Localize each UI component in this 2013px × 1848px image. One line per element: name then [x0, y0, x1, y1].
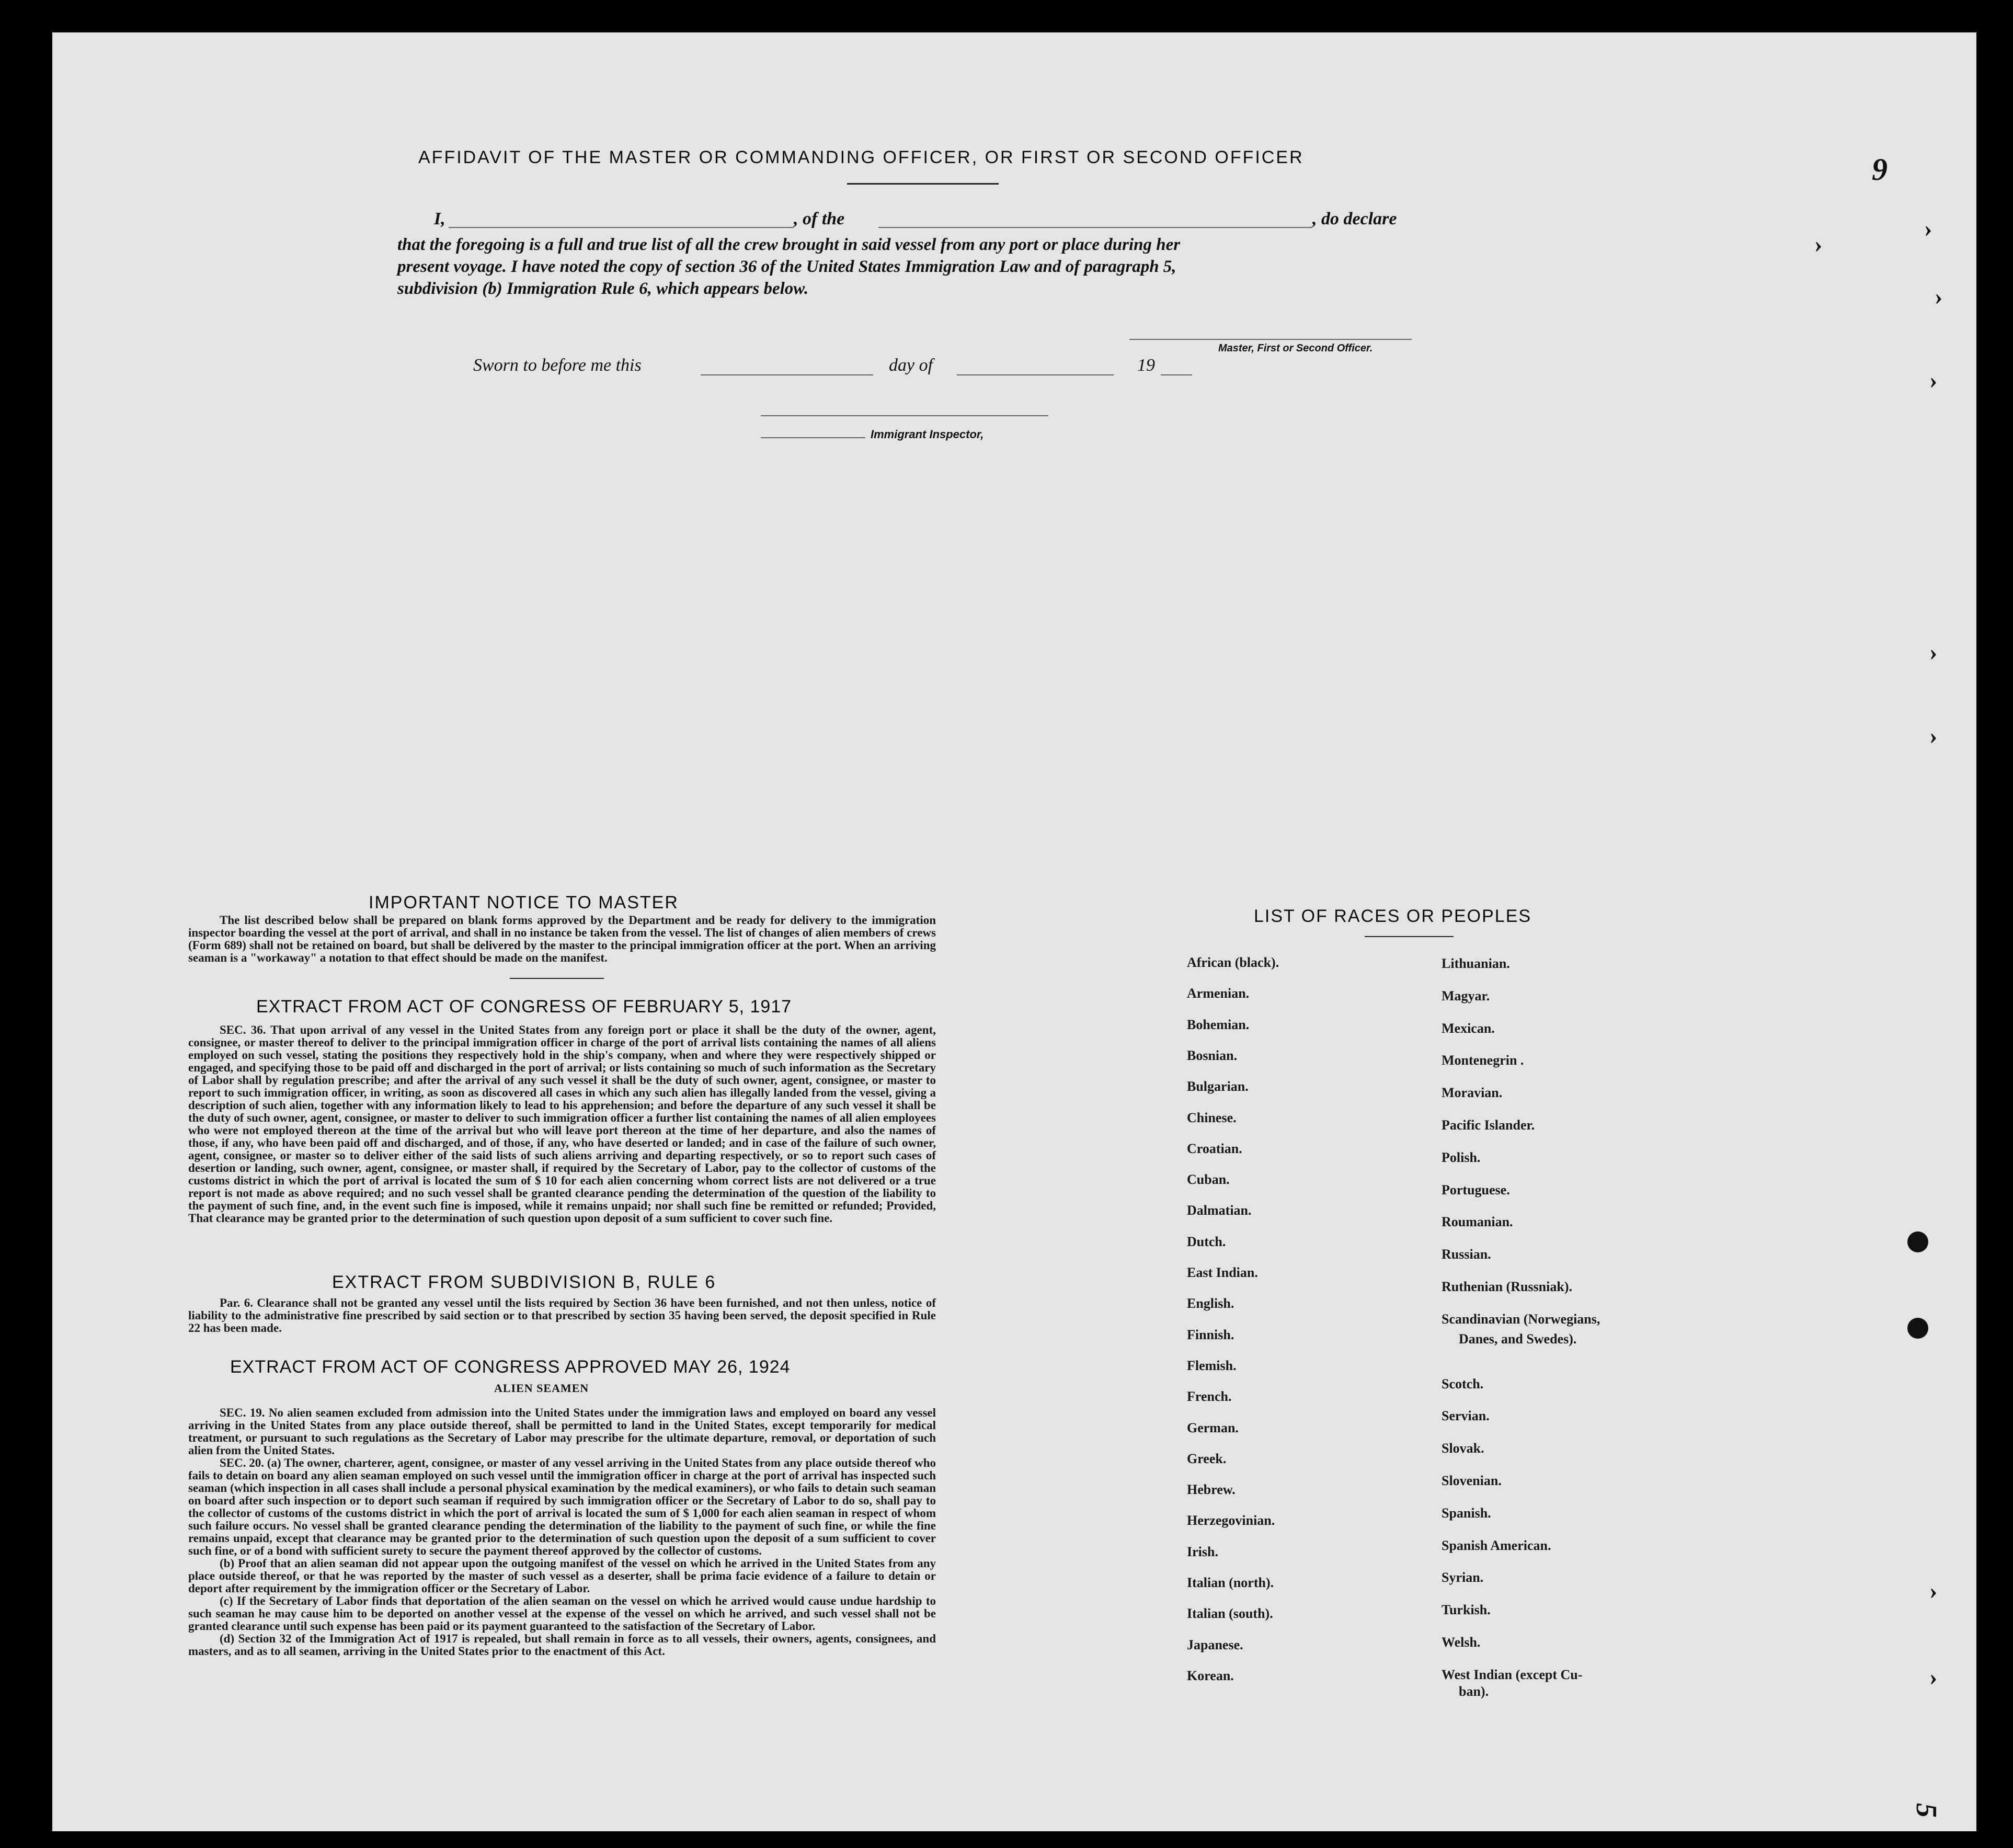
bracket-mark-icon: › — [1924, 215, 1932, 242]
name-blank[interactable] — [449, 227, 794, 228]
race-item: Italian (south). — [1187, 1606, 1273, 1622]
notice-paragraph: The list described below shall be prepared on blank forms approved by the Department and be ready for delivery to the immigration inspector boarding the vessel at the port of arrival, and shall in no instance be taken from the vessel. The list of changes of alien members of crews (Form 689) shall not be retained on board, but shall be delivered by the master to the principal immigration officer at the port. When an arriving seaman is a "workaway" a notation to that effect should be made on the manifest. — [188, 914, 936, 964]
extract-1924-sec19: SEC. 19. No alien seamen excluded from admission into the United States under the immigration laws and employed on board any vessel arriving in the United States from any place outside thereof, shall be permitted to land in the United States, except temporarily for medical treatment, or pursuant to such regulations as the Secretary of Labor may prescribe for the ultimate departure, removal, or deportation of such alien from the United States. — [188, 1406, 936, 1457]
race-item: Italian (north). — [1187, 1575, 1274, 1590]
notice-rule — [510, 978, 604, 979]
race-item: Japanese. — [1187, 1637, 1243, 1652]
race-item: Mexican. — [1442, 1020, 1495, 1036]
extract-rule6-title: EXTRACT FROM SUBDIVISION B, RULE 6 — [332, 1272, 716, 1292]
race-item: ban). — [1459, 1683, 1489, 1699]
day-blank[interactable] — [701, 374, 873, 375]
inspector-blank[interactable] — [761, 415, 1048, 416]
extract-1924-sec20a: SEC. 20. (a) The owner, charterer, agent, consignee, or master of any vessel arriving in the United States from any place outside thereof who fails to detain on board any alien seaman employed on such vessel until the immigration officer in charge at the port of arrival has inspected such seaman (which inspection in all cases shall include a personal physical examination by the medical examiners), or who fails to detain such seaman on board after such inspection or to deport such seaman if required by such immigration officer or the Secretary of Labor to do so, shall pay to the collector of customs of the customs district in which the port of arrival is located the sum of $ 1,000 for each alien seaman in respect of whom such failure occurs. No vessel shall be granted clearance pending the determination of the liability to the payment of such fine, or while the fine remains unpaid, except that clearance may be granted prior to the determination of such question upon the deposit of a sum sufficient to cover such fine, or of a bond with sufficient surety to secure the payment thereof approved by the collector of customs. — [188, 1456, 936, 1557]
race-item: Russian. — [1442, 1247, 1491, 1262]
year-blank[interactable] — [1161, 374, 1192, 375]
race-item: Polish. — [1442, 1149, 1481, 1165]
race-item: Bulgarian. — [1187, 1079, 1249, 1094]
race-item: German. — [1187, 1420, 1239, 1435]
race-item: African (black). — [1187, 955, 1279, 970]
extract-1924-text — [188, 1407, 936, 1658]
notice-text — [188, 914, 936, 964]
extract-rule6-text — [188, 1297, 936, 1334]
extract-1924-title: EXTRACT FROM ACT OF CONGRESS APPROVED MAY 26, 1924 — [230, 1357, 791, 1377]
race-item: Greek. — [1187, 1451, 1227, 1466]
races-title-rule — [1365, 936, 1454, 937]
race-item: Montenegrin . — [1442, 1053, 1524, 1068]
race-item: Slovak. — [1442, 1441, 1484, 1456]
race-item: Croatian. — [1187, 1140, 1242, 1156]
race-item: Moravian. — [1442, 1085, 1503, 1101]
bracket-mark-icon: › — [1929, 367, 1938, 393]
race-item: Korean. — [1187, 1668, 1234, 1683]
affidavit-line4: subdivision (b) Immigration Rule 6, which appears below. — [397, 279, 809, 298]
race-item: Syrian. — [1442, 1570, 1484, 1585]
signature-blank[interactable] — [1129, 339, 1412, 340]
race-item: Chinese. — [1187, 1110, 1237, 1125]
race-item: English. — [1187, 1296, 1234, 1311]
affidavit-line3: present voyage. I have noted the copy of section 36 of the United States Immigration Law and of paragraph 5, — [397, 257, 1176, 276]
extract-1917-title: EXTRACT FROM ACT OF CONGRESS OF FEBRUARY 5, 1917 — [256, 997, 792, 1017]
race-item: Flemish. — [1187, 1358, 1237, 1373]
race-item: Scandinavian (Norwegians, — [1442, 1311, 1600, 1327]
affidavit-line1-of: , of the — [794, 209, 845, 229]
affidavit-line1-i: I, — [434, 209, 445, 229]
race-item: Finnish. — [1187, 1327, 1234, 1342]
extract-rule6-paragraph: Par. 6. Clearance shall not be granted any vessel until the lists required by Section 36 have been furnished, and not then unless, notice of liability to the administrative fine prescribed by said section or to that prescribed by section 35 having been served, the deposit specified in Rule 22 has been made. — [188, 1296, 936, 1334]
affidavit-line1-end: , do declare — [1312, 209, 1397, 229]
sworn-day-of: day of — [889, 356, 933, 375]
race-item: Portuguese. — [1442, 1182, 1510, 1197]
race-item: Cuban. — [1187, 1172, 1230, 1188]
race-item: Magyar. — [1442, 988, 1490, 1003]
race-item: Armenian. — [1187, 986, 1250, 1001]
affidavit-line2: that the foregoing is a full and true list of all the crew brought in said vessel from any port or place during her — [397, 235, 1181, 254]
race-item: Dalmatian. — [1187, 1203, 1252, 1218]
race-item: Bosnian. — [1187, 1047, 1238, 1063]
margin-mark-bottom: 5 — [1910, 1803, 1942, 1818]
punch-hole-icon — [1907, 1318, 1928, 1339]
inspector-blank-lower — [761, 437, 865, 438]
vessel-blank[interactable] — [878, 227, 1312, 228]
race-item: Irish. — [1187, 1544, 1218, 1559]
extract-1924-sec20d: (d) Section 32 of the Immigration Act of 1917 is repealed, but shall remain in force as to all vessels, their owners, agents, consignees, and masters, and as to all seamen, arriving in the United States prior to the enactment of this Act. — [188, 1632, 936, 1658]
month-blank[interactable] — [957, 374, 1114, 375]
race-item: Lithuanian. — [1442, 956, 1510, 971]
notice-title: IMPORTANT NOTICE TO MASTER — [369, 893, 679, 912]
race-item: Scotch. — [1442, 1376, 1484, 1391]
inspector-caption: Immigrant Inspector, — [871, 428, 984, 441]
bracket-mark-icon: › — [1935, 283, 1943, 310]
affidavit-title-rule — [847, 183, 999, 185]
race-item: East Indian. — [1187, 1265, 1258, 1280]
affidavit-title: AFFIDAVIT OF THE MASTER OR COMMANDING OFFICER, OR FIRST OR SECOND OFFICER — [418, 147, 1304, 167]
signature-caption: Master, First or Second Officer. — [1218, 343, 1373, 354]
extract-1917-text — [188, 1024, 936, 1225]
race-item: Herzegovinian. — [1187, 1513, 1275, 1528]
race-item: Servian. — [1442, 1408, 1490, 1424]
sworn-year-prefix: 19 — [1137, 356, 1155, 375]
margin-mark-top: 9 — [1872, 152, 1888, 187]
sworn-text: Sworn to before me this — [473, 356, 642, 375]
race-item: Danes, and Swedes). — [1459, 1331, 1577, 1347]
race-item: Roumanian. — [1442, 1214, 1513, 1230]
race-item: Pacific Islander. — [1442, 1117, 1535, 1133]
races-title: LIST OF RACES OR PEOPLES — [1254, 906, 1532, 926]
bracket-mark-icon: › — [1929, 1663, 1938, 1690]
race-item: Hebrew. — [1187, 1482, 1236, 1498]
race-item: Bohemian. — [1187, 1017, 1250, 1032]
bracket-mark-icon: › — [1929, 1577, 1938, 1604]
extract-1924-subtitle: ALIEN SEAMEN — [494, 1382, 589, 1395]
race-item: Slovenian. — [1442, 1473, 1502, 1488]
punch-hole-icon — [1907, 1231, 1928, 1252]
extract-1924-sec20b: (b) Proof that an alien seaman did not appear upon the outgoing manifest of the vessel on which he arrived in the United States from any place outside thereof, or that he was reported by the master of such vessel as a deserter, shall be prima facie evidence of a failure to detain or deport after requirement by the immigration officer or the Secretary of Labor. — [188, 1557, 936, 1595]
bracket-mark-icon: › — [1929, 722, 1938, 749]
race-item: Welsh. — [1442, 1635, 1481, 1650]
race-item: Ruthenian (Russniak). — [1442, 1279, 1572, 1294]
extract-1924-sec20c: (c) If the Secretary of Labor finds that deportation of the alien seaman on the vessel on which he arrived would cause undue hardship to such seaman he may cause him to be deported on another vessel at the expense of the vessel on which he arrived, and such vessel shall not be granted clearance until such expense has been paid or its payment guaranteed to the satisfaction of the Secretary of Labor. — [188, 1594, 936, 1633]
race-item: Dutch. — [1187, 1234, 1226, 1249]
race-item: Turkish. — [1442, 1602, 1491, 1618]
race-item: French. — [1187, 1389, 1232, 1405]
extract-1917-paragraph: SEC. 36. That upon arrival of any vessel in the United States from any foreign port or place it shall be the duty of the owner, agent, consignee, or master thereof to deliver to the principal immigration officer in charge of the port of arrival lists containing the names of all aliens employed on such vessel, stating the positions they respectively hold in the ship's company, when and where they were respectively shipped or engaged, and specifying those to be paid off and discharged in the port of arrival; or lists containing so much of such information as the Secretary of Labor shall by regulation prescribe; and after the arrival of any such vessel it shall be the duty of such owner, agent, consignee, or master to report to such immigration officer, in writing, as soon as discovered all cases in which any such alien has illegally landed from the vessel, giving a description of such alien, together with any information likely to lead to his apprehension; and before the departure of any such vessel it shall be the duty of such owner, agent, consignee, or master to deliver to such immigration officer a further list containing the names of all alien employees who were not employed thereon at the time of the arrival but who will leave port thereon at the time of her departure, and also the names of those, if any, who have been paid off and discharged, and of those, if any, who have deserted or landed; and in case of the failure of such owner, agent, consignee, or master so to deliver either of the said lists of such aliens arriving and departing respectively, or so to report such cases of desertion or landing, such owner, agent, consignee, or master shall, if required by the Secretary of Labor, pay to the collector of customs of the customs district in which the port of arrival is located the sum of $ 10 for each alien concerning whom correct lists are not delivered or a true report is not made as above required; and no such vessel shall be granted clearance pending the determination of the question of the liability to the payment of such fine, and, in the event such fine is imposed, while it remains unpaid; nor shall such fine be remitted or refunded; Provided, That clearance may be granted prior to the determination of such question upon deposit of a sum sufficient to cover such fine. — [188, 1023, 936, 1225]
race-item: West Indian (except Cu- — [1442, 1667, 1583, 1682]
race-item: Spanish. — [1442, 1505, 1491, 1521]
bracket-mark-icon: › — [1929, 638, 1938, 665]
bracket-mark-icon: › — [1814, 231, 1823, 257]
race-item: Spanish American. — [1442, 1537, 1551, 1553]
